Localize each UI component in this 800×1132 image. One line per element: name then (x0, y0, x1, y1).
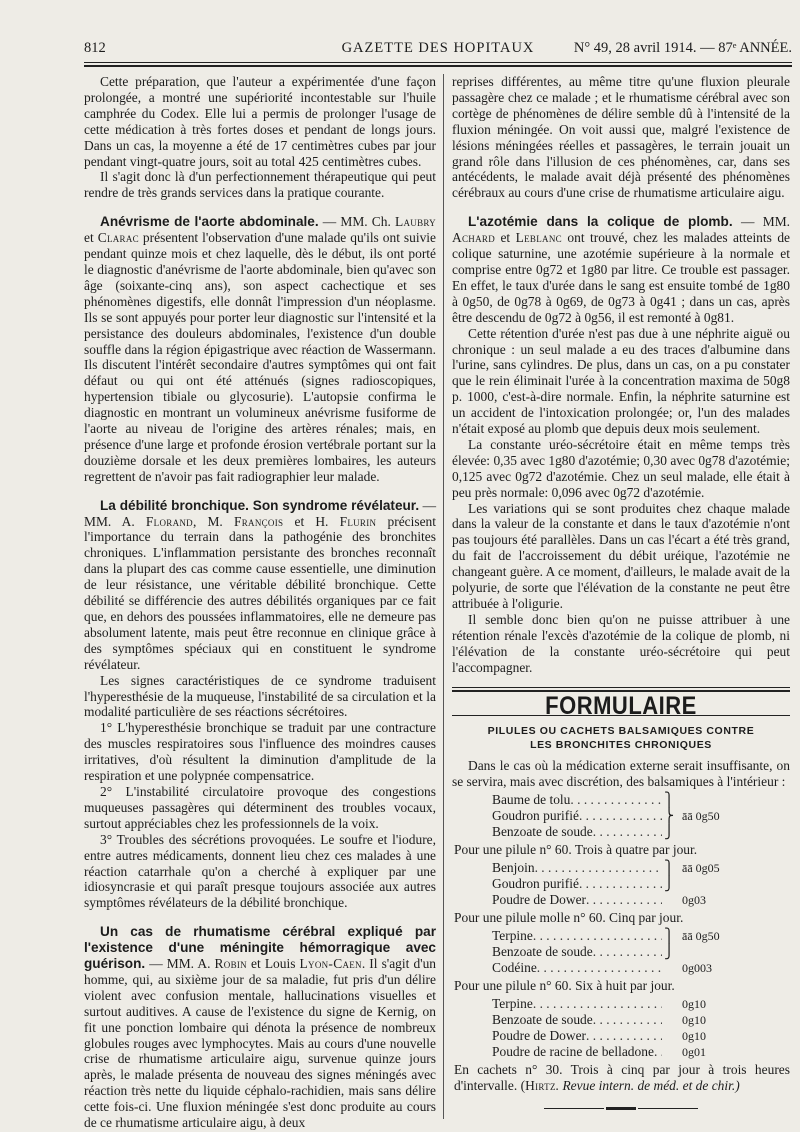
ingredient-quantity: āā 0g50 (682, 929, 720, 944)
ingredient-name: Poudre de Dower (492, 1027, 587, 1043)
article-heading: Un cas de rhumatisme cérébral expliqué par l'existence d'une méningite hémorragique avec guérison. (84, 924, 436, 972)
formulaire-title: FORMULAIRE (545, 690, 697, 720)
prescription-3 (492, 928, 768, 976)
paragraph: 3° Troubles des sécrétions provoquées. Le soufre et l'iodure, entre autres médicaments, donnent lieu chez ces malades à une réaction catarrhale qu'on a cherché à expliquer par une idiosyncrasie et qui paraît presque toujours associée aux autres symptômes révélateurs de la débilité bronchique. (84, 831, 436, 911)
author-name: Hirtz (525, 1077, 556, 1093)
ingredient-row (492, 928, 768, 944)
ingredient-name: Baume de tolu (492, 792, 571, 808)
formula-intro: Dans le cas où la médication externe serait insuffisante, on se servira, mais avec discrétion, des balsamiques à l'intérieur : (452, 758, 790, 790)
header-rule-thin (84, 62, 792, 63)
ingredient-name: Poudre de racine de belladone (492, 1043, 654, 1059)
ingredient-quantity: āā 0g05 (682, 861, 720, 876)
ingredient-quantity: 0g003 (682, 961, 712, 976)
leader-dots (535, 860, 662, 876)
article-achard-leblanc: L'azotémie dans la colique de plomb. — MM. Achard et Leblanc ont trouvé, chez les malades atteints de colique saturnine, une azotémie supérieure à la normale et comprise entre 0g72 et 1g80 par litre. Ce trouble est passager. En effet, le taux d'urée dans le sang est ensuite tombé de 1g80 à 0g50, de 0g78 à 0g69, de 0g73 à 0g41 ; dans un cas, après être descendu de 0g72 à 0g56, il est remonté à 0g81. (452, 214, 791, 325)
article-heading: L'azotémie dans la colique de plomb. (468, 214, 733, 230)
brace: ⎫ (663, 860, 675, 876)
ingredient-row (492, 960, 768, 976)
paragraph: reprises différentes, au même titre qu'une fluxion pleurale passagère chez ce malade ; et le rhumatisme cérébral avec son cortège de phénomènes de délire semble dû à l'intensité de la fluxion méningée. On voit aussi que, malgré l'existence de lésions méningées réelles et passagères, le terrain jouait un grand rôle dans l'illusion de ces phénomènes, car, dans ses antécédents, le malade avait déjà présenté des phénomènes cérébraux au cours d'une crise de rhumatisme articulaire aigu. (452, 74, 790, 201)
leader-dots (654, 1044, 662, 1060)
column-divider (443, 74, 444, 1119)
ingredient-row (492, 1028, 768, 1044)
dosage-2: Pour une pilule molle n° 60. Cinq par jour. (454, 910, 684, 926)
section-rule-thin (452, 687, 790, 688)
leader-dots (537, 960, 662, 976)
leader-dots (593, 1012, 662, 1028)
leader-dots (533, 928, 662, 944)
header-rule-thick (84, 65, 792, 67)
right-column (452, 74, 790, 1116)
leader-dots (593, 824, 662, 840)
leader-dots (579, 808, 662, 824)
paragraph: La constante uréo-sécrétoire était en même temps très élevée: 0,35 avec 1g80 d'azotémie; 0,30 avec 0g78 d'azotémie; 0,125 avec 0g72 d'azotémie. Chez un seul malade, elle était à peu près normale: 0,096 avec 0g72 d'azotémie. (452, 436, 790, 500)
ingredient-row (492, 792, 768, 808)
end-ornament (452, 1100, 790, 1116)
paragraph: Il semble donc bien qu'on ne puisse attribuer à une rétention rénale l'excès d'azotémie de la colique de plomb, ni l'élévation de la constante uréo-sécrétoire qui peut l'accompagner. (452, 611, 790, 675)
ingredient-quantity: 0g10 (682, 996, 706, 1011)
ingredient-row (492, 860, 768, 876)
ingredient-quantity: āā 0g50 (682, 809, 720, 824)
paragraph: Les variations qui se sont produites chez chaque malade dans la valeur de la constante et dans le taux d'azotémie n'ont pas toujours été parallèles. Dans un cas l'écart a été très grand, du fait de l'accroissement du débit uréique, l'azotémie ne changeant guère. A ce moment, d'ailleurs, le malade avait de la polyurie, de sorte que l'élévation de la constante ne peut être attribuée à l'oligurie. (452, 500, 790, 611)
issue-info: N° 49, 28 avril 1914. — 87ᵉ ANNÉE. (573, 40, 792, 56)
left-column (84, 74, 436, 1131)
formula-subtitle: PILULES OU CACHETS BALSAMIQUES CONTRE LES BRONCHITES CHRONIQUES (487, 725, 755, 752)
leader-dots (586, 1028, 662, 1044)
paragraph: Il s'agit donc là d'un perfectionnement thérapeutique qui peut rendre de très grands services dans la pratique courante. (84, 169, 436, 201)
ingredient-row (492, 1012, 768, 1028)
author-name: Laubry (394, 214, 436, 230)
article-laubry-clarac: Anévrisme de l'aorte abdominale. — MM. Ch. Laubry et Clarac présentent l'observation d'une malade qu'ils ont suivie pendant quinze mois et chez laquelle, dès le début, ils ont porté le diagnostic d'anévrisme de l'aorte abdominale, bien qu'avec son âge (soixante-cinq ans), son aspect cachectique et ses phénomènes digestifs, elle donnât l'impression d'un néoplasme. Ils se sont appuyés pour porter leur diagnostic sur l'intensité et la persistance des douleurs abdominales, l'existence d'un double souffle dans la région épigastrique avec réaction de Wassermann. Ils discutent l'intérêt secondaire d'autres symptômes qui ont fait défaut ou qui ont été atténués (signes radioscopiques, hypertension tibiale ou glycosurie). L'autopsie confirma le diagnostic en montrant un volumineux anévrisme fusiforme de l'aorte au niveau de l'origine des artères rénales; mais, en présence d'une large et profonde érosion vertébrale portant sur la douzième dorsale et les deux premières lombaires, les auteurs regrettent de n'avoir pas fait radiographier leur malade. (84, 214, 437, 484)
ingredient-name: Benzoate de soude (492, 944, 593, 960)
running-header (84, 40, 792, 60)
leader-dots (593, 944, 662, 960)
prescription-2 (492, 860, 768, 908)
ingredient-row (492, 996, 768, 1012)
journal-title: GAZETTE DES HOPITAUX (341, 40, 535, 56)
ingredient-name: Terpine (492, 928, 533, 944)
dosage-1: Pour une pilule n° 60. Trois à quatre par jour. (454, 842, 698, 858)
ingredient-name: Goudron purifié (492, 876, 579, 892)
ingredient-row (492, 892, 768, 908)
ingredient-name: Poudre de Dower (492, 892, 587, 908)
author-name: Robin (214, 956, 247, 972)
ingredient-name: Goudron purifié (492, 808, 579, 824)
paragraph: Cette préparation, que l'auteur a expérimentée d'une façon prolongée, a montré une supériorité incontestable sur l'huile camphrée du Codex. Elle lui a permis de prolonger l'usage de cette médication à très fortes doses et pendant de longs jours. Dans un cas, la moyenne a été de 17 centimètres cubes par jour pendant vingt-quatre jours, soit au total 425 centimètres cubes. (84, 74, 436, 169)
brace: ⎫ (663, 928, 675, 944)
ingredient-name: Terpine (492, 995, 533, 1011)
brace: ⎭ (663, 944, 675, 960)
dosage-4: En cachets n° 30. Trois à cinq par jour à trois heures d'intervalle. (Hirtz. Revue intern. de méd. et de chir.) (454, 1061, 790, 1093)
article-florand: La débilité bronchique. Son syndrome révélateur. — MM. A. Florand, M. François et H. Flurin précisent l'importance du terrain dans la pathogénie des bronchites chroniques. L'inflammation persistante des bronches reconnaît dans la plupart des cas comme cause essentielle, une diminution de leur résistance, une véritable débilité bronchique. Cette débilité se différencie des autres débilités organiques par ce fait que, en dehors des poussées inflammatoires, elle ne demeure pas absolument latente, mais peut être reconnue en clinique grâce à des symptômes spéciaux qui en constituent le syndrome révélateur. (84, 497, 437, 672)
author-name: Lyon-Caen (299, 956, 362, 972)
ingredient-row (492, 1044, 768, 1060)
ingredient-quantity: 0g01 (682, 1044, 706, 1059)
ingredient-name: Codéine (492, 960, 537, 976)
leader-dots (570, 792, 662, 808)
leader-dots (579, 876, 662, 892)
ingredient-row (492, 876, 768, 892)
author-name: François (233, 513, 284, 529)
brace: ⎫ (663, 792, 675, 808)
article-heading: La débilité bronchique. Son syndrome révélateur. (100, 497, 420, 513)
ingredient-name: Benzoate de soude (492, 824, 593, 840)
brace: ⎭ (663, 824, 675, 840)
paragraph: Les signes caractéristiques de ce syndrome traduisent l'hyperesthésie de la muqueuse, l'instabilité de sa circulation et la modalité particulière de ses réactions sécrétoires. (84, 672, 436, 720)
dosage-3: Pour une pilule n° 60. Six à huit par jour. (454, 978, 675, 994)
ingredient-name: Benzoate de soude (492, 1011, 593, 1027)
author-name: Florand (145, 513, 193, 529)
ingredient-name: Benjoin (492, 860, 535, 876)
paragraph: Cette rétention d'urée n'est pas due à une néphrite aiguë ou chronique : un seul malade a eu des traces d'albumine dans l'urine, sans cylindres. De plus, dans un cas, on a pu constater que le rein éliminait l'urée à la concentration maxima de 50g8 p. 1000, c'est-à-dire normale. Enfin, la néphrite saturnine est un accident de l'intoxication prolongée; or, l'un des malades n'était exposé au plomb que depuis deux mois seulement. (452, 325, 790, 437)
leader-dots (533, 996, 662, 1012)
ingredient-quantity: 0g03 (682, 893, 706, 908)
ingredient-row (492, 944, 768, 960)
ingredient-quantity: 0g10 (682, 1012, 706, 1027)
author-name: Achard (452, 230, 496, 246)
ingredient-quantity: 0g10 (682, 1028, 706, 1043)
author-name: Leblanc (515, 230, 562, 246)
leader-dots (586, 892, 662, 908)
article-robin-lyon-caen: Un cas de rhumatisme cérébral expliqué par l'existence d'une méningite hémorragique avec guérison. — MM. A. Robin et Louis Lyon-Caen. Il s'agit d'un homme, qui, au sixième jour de sa maladie, fut pris d'un délire violent avec confusion mentale, hallucinations visuelles et surtout auditives. A cause de l'existence du signe de Kernig, on fit une ponction lombaire qui dénota la présence de nombreux globules rouges avec lymphocytes. Mais au cours d'une nouvelle crise de rhumatisme articulaire aigu, survenue quinze jours après, le malade présenta de nouveau des signes méningés avec réaction très nette du liquide céphalo-rachidien, mais sans délire cette fois-ci. Une fluxion méningée s'est donc produite au cours de ce rhumatisme articulaire aigu, à deux (84, 924, 437, 1131)
brace: ⎭ (663, 876, 675, 892)
article-heading: Anévrisme de l'aorte abdominale. (100, 214, 319, 230)
prescription-4 (492, 996, 768, 1060)
page-number: 812 (84, 40, 106, 56)
paragraph: 1° L'hyperesthésie bronchique se traduit par une contracture des muscles respiratoires sous l'influence des moindres causes irritatives, d'où résultent la diminution d'amplitude de la respiration et une polypnée compensatrice. (84, 720, 436, 784)
ingredient-row (492, 808, 768, 824)
author-name: Flurin (339, 513, 377, 529)
ingredient-row (492, 824, 768, 840)
paragraph: 2° L'instabilité circulatoire provoque des congestions muqueuses passagères qui déterminent des troubles vocaux, surtout appréciables chez les professionnels de la voix. (84, 783, 436, 831)
author-name: Clarac (97, 230, 139, 246)
prescription-1 (492, 792, 768, 840)
brace: ⎬ (663, 808, 675, 824)
